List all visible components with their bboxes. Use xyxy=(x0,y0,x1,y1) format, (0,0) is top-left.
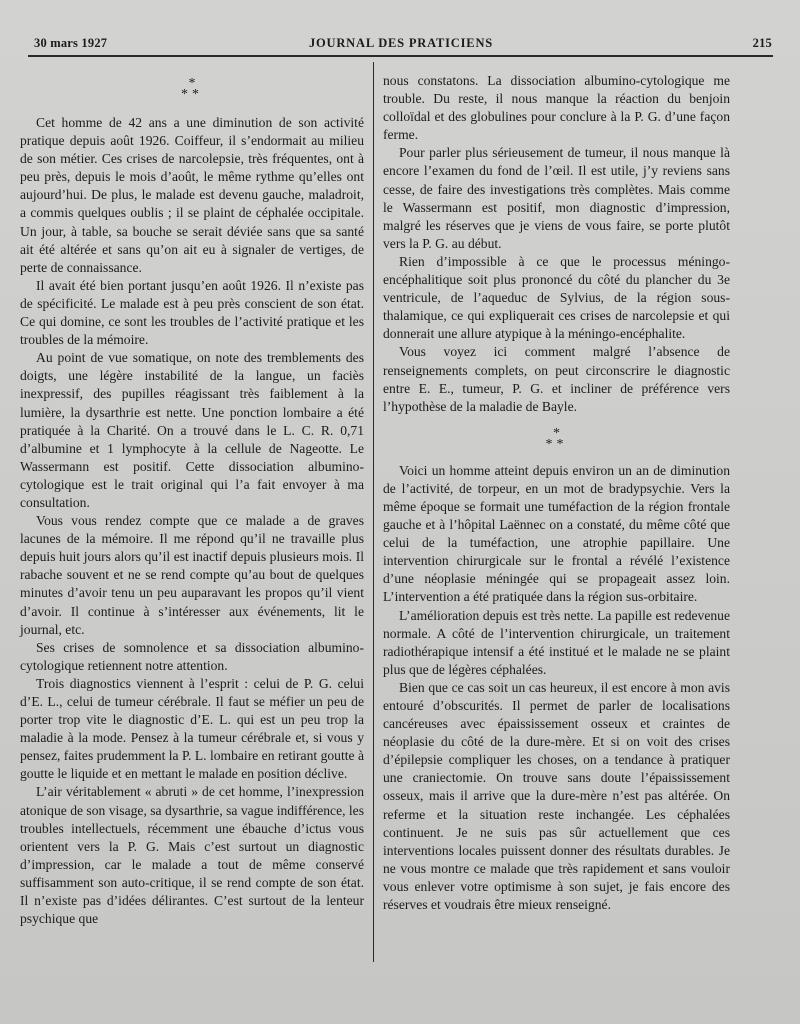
journal-title: JOURNAL DES PRATICIENS xyxy=(308,36,494,50)
header-rule xyxy=(28,55,773,57)
paragraph: Pour parler plus sérieusement de tumeur, il nous manque là encore l’examen du fond de l’œil. Il est utile, j’y reviens sans cesse, de faire des investigations très complètes. Mais comme le Wassermann est positif, mon diagnostic d’impression, malgré les réserves que je viens de vous faire, se porte plutôt vers la P. G. au début. xyxy=(383,145,730,251)
paragraph: Bien que ce cas soit un cas heureux, il est encore à mon avis entouré d’obscurités. Il permet de parler de localisations cancéreuses avec épaississement osseux et craintes de néoplasie du côté de la dure-mère. Et si on voit des crises d’épilepsie compliquer les choses, on a tendance à pratiquer une craniectomie. On trouve sans doute l’épaississement osseux, mais il arrive que la dure-mère n’est pas altérée. On referme et la situation reste inchangée. Les céphalées continuent. Je ne suis pas sûr actuellement que ces interventions locales puissent donner des résultats durables. Je ne vous montre ce malade que très rapidement et sans vouloir vous enlever votre optimisme à son sujet, je fais encore des réserves et voudrais être mieux renseigné. xyxy=(383,679,730,913)
paragraph: Voici un homme atteint depuis environ un an de diminution de l’activité, de torpeur, en un mot de bradypsychie. Vers la même époque se formait une tuméfaction de la région frontale gauche et à l’hôpital Laënnec on a constaté, du même côté que celui de la tuméfaction, une atrophie papillaire. Une intervention chirurgicale sur le frontal a révélé l’existence d’une néoplasie méningée qui se propageait assez loin. L’intervention a été pratiquée dans la région sus-orbitaire. xyxy=(383,462,730,605)
paragraph: Ses crises de somnolence et sa dissociation albumino-cytologique retiennent notre attention. xyxy=(20,639,364,673)
paragraph-continued: nous constatons. La dissociation albumino-cytologique me trouble. Du reste, il nous manque la réaction du benjoin colloïdal et des globulines pour conclure à la P. G. d’une façon ferme. xyxy=(383,73,730,143)
paragraph: Vous voyez ici comment malgré l’absence de renseignements complets, on peut circonscrire le diagnostic entre E. E., tumeur, P. G. et incliner de préférence vers l’hypothèse de la maladie de Bayle. xyxy=(383,344,730,414)
section-asterism: * ** xyxy=(545,425,568,452)
left-column xyxy=(20,72,364,928)
paragraph: Vous vous rendez compte que ce malade a de graves lacunes de la mémoire. Il me répond qu’il ne travaille plus depuis huit jours alors qu’il est inactif depuis plusieurs mois. Il rabache souvent et ne se rend compte qu’au bout de quelques minutes d’avoir tenu un peu auparavant les propos qu’il vient d’avoir. Il continue à s’intéresser aux événements, lit le journal, etc. xyxy=(20,513,364,637)
paragraph: L’amélioration depuis est très nette. La papille est redevenue normale. A côté de l’intervention chirurgicale, un traitement radiothérapique intensif a été institué et le malade ne se plaint plus que de légères céphalées. xyxy=(383,607,730,677)
paragraph: Rien d’impossible à ce que le processus méningo-encéphalitique soit plus prononcé du côté du plancher du 3e ventricule, de l’aqueduc de Sylvius, de la région sous-thalamique, ce qui expliquerait ces crises de narcolepsie et qui donnerait une allure atypique à la méningo-encéphalite. xyxy=(383,253,730,342)
right-column xyxy=(383,72,730,914)
running-header xyxy=(30,36,772,54)
paragraph: Trois diagnostics viennent à l’esprit : celui de P. G. celui d’E. L., celui de tumeur cérébrale. Il faut se méfier un peu de porter trop vite le diagnostic d’E. L. qui est un peu trop la maladie à la mode. Pensez à la tumeur cérébrale et, si vous y pensez, faites prudemment la P. L. lombaire en retirant goutte à goutte le liquide et en mettant le malade en position déclive. xyxy=(20,675,364,782)
paragraph: Cet homme de 42 ans a une diminution de son activité pratique depuis août 1926. Coiffeur, il s’endormait au milieu de son métier. Ces crises de narcolepsie, très fréquentes, ont à peu près, depuis le mois d’août, le même rythme qu’elles ont aujourd’hui. De plus, le malade est devenu gauche, maladroit, a commis quelques oublis ; il se plaint de céphalée occipitale. Un jour, à table, sa bouche se serait déviée sans que sa santé ait été altérée et sans qu’on ait eu à signaler de vertiges, de perte de connaissance. xyxy=(20,115,364,275)
paragraph: L’air véritablement « abruti » de cet homme, l’inexpression atonique de son visage, sa dysarthrie, sa vague indifférence, les troubles intellectuels, récemment une ébauche d’ictus vous orientent vers la P. G. Mais c’est surtout un diagnostic d’impression, car le malade a tout de même conservé suffisamment son auto-critique, il se rend compte de son état. Il n’existe pas d’idées délirantes. C’est surtout de la lenteur psychique que xyxy=(20,784,365,927)
column-divider xyxy=(373,62,374,962)
section-asterism: * ** xyxy=(181,76,203,102)
paragraph: Il avait été bien portant jusqu’en août 1926. Il n’existe pas de spécificité. Le malade est à peu près conscient de son état. Ce qui domine, ce sont les troubles de l’activité pratique et les troubles de la mémoire. xyxy=(20,277,364,348)
paragraph: Au point de vue somatique, on note des tremblements des doigts, une légère instabilité de la langue, un faciès inexpressif, des pupilles réagissant très faiblement à la lumière, la dysarthrie est nette. Une ponction lombaire a été pratiquée à la Charité. On a trouvé dans le L. C. R. 0,71 d’albumine et 1 lymphocyte à la cellule de Nageotte. Le Wassermann est positif. Cette dissociation albumino-cytologique est le trait original qui l’a fait envoyer à ma consultation. xyxy=(20,350,364,510)
issue-date: 30 mars 1927 xyxy=(34,36,108,50)
page-number: 215 xyxy=(752,36,772,50)
